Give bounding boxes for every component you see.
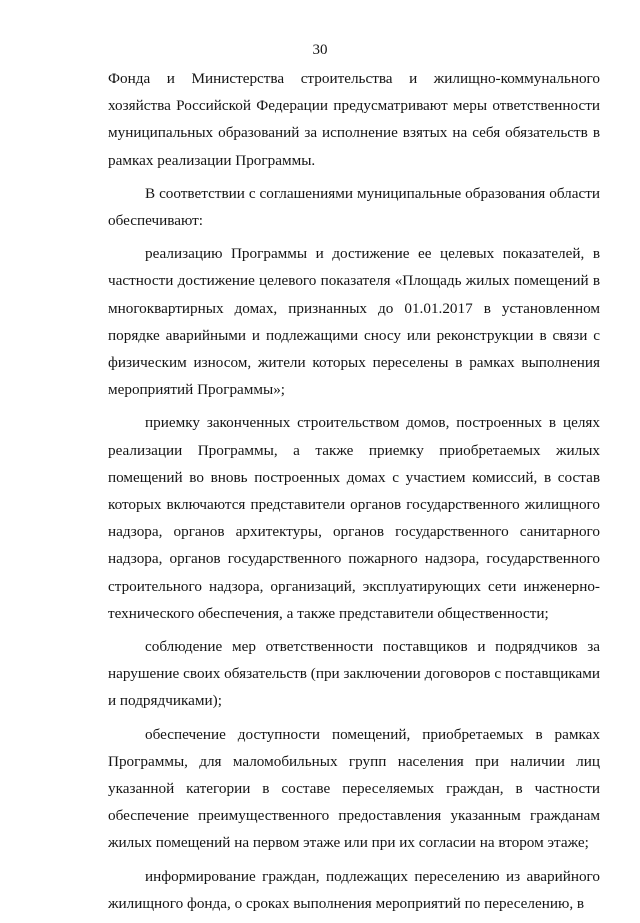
page-number: 30 (312, 42, 328, 58)
paragraph-1: Фонда и Министерства строительства и жилищно-коммунального хозяйства Российской Федерации предусматривают меры ответственности муниципальных образований за исполнение взятых на себя обязательств в рамках реализации Программы. (108, 70, 600, 169)
paragraph-4: приемку законченных строительством домов, построенных в целях реализации Программы, а также приемку приобретаемых жилых помещений во вновь построенных домах с участием комиссий, в состав которых включаются представители органов государственного жилищного надзора, органов архитектуры, органов государственного санитарного надзора, органов государственного пожарного надзора, государственного строительного надзора, организаций, эксплуатирующих сети инженерно-технического обеспечения, а также представители общественности; (108, 414, 600, 622)
paragraph-2: В соответствии с соглашениями муниципальные образования области обеспечивают: (108, 184, 600, 230)
paragraph-5: соблюдение мер ответственности поставщиков и подрядчиков за нарушение своих обязательств (при заключении договоров с поставщиками и подрядчиками); (108, 638, 600, 710)
paragraph-7: информирование граждан, подлежащих переселению из аварийного жилищного фонда, о сроках выполнения мероприятий по переселению, в (108, 867, 600, 912)
document-body (108, 65, 600, 923)
paragraph-6: обеспечение доступности помещений, приобретаемых в рамках Программы, для маломобильных групп населения при наличии лиц указанной категории в составе переселяемых граждан, в частности обеспечение преимущественного предоставления указанным гражданам жилых помещений на первом этаже или при их согласии на втором этаже; (108, 725, 600, 852)
paragraph-3: реализацию Программы и достижение ее целевых показателей, в частности достижение целевого показателя «Площадь жилых помещений в многоквартирных домах, признанных до 01.01.2017 в установленном порядке аварийными и подлежащими сносу или реконструкции в связи с физическим износом, жители которых переселены в рамках выполнения мероприятий Программы»; (108, 245, 600, 399)
